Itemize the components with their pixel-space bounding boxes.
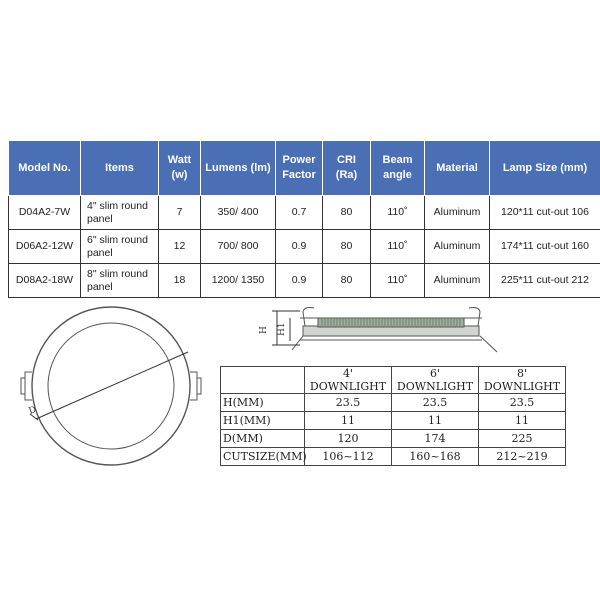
cell-cri: 80 bbox=[323, 264, 371, 298]
header-lumens: Lumens (lm) bbox=[201, 141, 276, 196]
dimension-header-row bbox=[221, 367, 566, 394]
cell-watt: 12 bbox=[159, 230, 201, 264]
height1-label: H1 bbox=[277, 322, 287, 336]
dim-cell: 174 bbox=[392, 430, 479, 448]
header-power-factor: Power Factor bbox=[276, 141, 323, 196]
table-row bbox=[221, 394, 566, 412]
cell-items: 4" slim round panel bbox=[81, 196, 159, 230]
header-items: Items bbox=[81, 141, 159, 196]
cell-items: 6" slim round panel bbox=[81, 230, 159, 264]
dim-row-label: CUTSIZE(MM) bbox=[221, 448, 305, 466]
table-row bbox=[221, 412, 566, 430]
dim-row-label: H1(MM) bbox=[221, 412, 305, 430]
dim-header-6in: 6' DOWNLIGHT bbox=[392, 367, 479, 394]
dim-cell: 23.5 bbox=[392, 394, 479, 412]
cell-beam-angle: 110˚ bbox=[371, 230, 425, 264]
right-clip bbox=[190, 372, 201, 400]
dim-cell: 212~219 bbox=[479, 448, 566, 466]
cell-watt: 18 bbox=[159, 264, 201, 298]
cell-power-factor: 0.9 bbox=[276, 264, 323, 298]
header-lamp-size: Lamp Size (mm) bbox=[490, 141, 600, 196]
dim-header-8in: 8' DOWNLIGHT bbox=[479, 367, 566, 394]
dim-header-blank bbox=[221, 367, 305, 394]
cell-watt: 7 bbox=[159, 196, 201, 230]
header-watt: Watt (w) bbox=[159, 141, 201, 196]
cell-lamp-size: 120*11 cut-out 106 bbox=[490, 196, 600, 230]
cell-lamp-size: 225*11 cut-out 212 bbox=[490, 264, 600, 298]
dimension-table bbox=[220, 366, 566, 466]
header-model: Model No. bbox=[9, 141, 81, 196]
dim-cell: 120 bbox=[305, 430, 392, 448]
top-view-drawing bbox=[21, 307, 201, 465]
dim-cell: 11 bbox=[392, 412, 479, 430]
dim-cell: 23.5 bbox=[305, 394, 392, 412]
cell-beam-angle: 110˚ bbox=[371, 264, 425, 298]
dim-cell: 225 bbox=[479, 430, 566, 448]
cell-beam-angle: 110˚ bbox=[371, 196, 425, 230]
dim-cell: 160~168 bbox=[392, 448, 479, 466]
cell-material: Aluminum bbox=[425, 230, 490, 264]
cell-power-factor: 0.7 bbox=[276, 196, 323, 230]
header-material: Material bbox=[425, 141, 490, 196]
dim-row-label: H(MM) bbox=[221, 394, 305, 412]
cell-lumens: 1200/ 1350 bbox=[201, 264, 276, 298]
cell-lamp-size: 174*11 cut-out 160 bbox=[490, 230, 600, 264]
cell-model: D08A2-18W bbox=[9, 264, 81, 298]
table-row bbox=[221, 430, 566, 448]
diameter-line bbox=[36, 352, 188, 419]
dim-row-label: D(MM) bbox=[221, 430, 305, 448]
cell-model: D06A2-12W bbox=[9, 230, 81, 264]
side-view-drawing bbox=[272, 308, 497, 353]
cell-lumens: 700/ 800 bbox=[201, 230, 276, 264]
cell-power-factor: 0.9 bbox=[276, 230, 323, 264]
left-clip bbox=[21, 372, 32, 400]
cell-cri: 80 bbox=[323, 196, 371, 230]
cell-items: 8" slim round panel bbox=[81, 264, 159, 298]
table-row bbox=[221, 448, 566, 466]
cell-lumens: 350/ 400 bbox=[201, 196, 276, 230]
cell-cri: 80 bbox=[323, 230, 371, 264]
cell-material: Aluminum bbox=[425, 196, 490, 230]
heatsink-fins bbox=[322, 318, 460, 326]
header-cri: CRI (Ra) bbox=[323, 141, 371, 196]
cell-material: Aluminum bbox=[425, 264, 490, 298]
dim-cell: 23.5 bbox=[479, 394, 566, 412]
height-label: H bbox=[259, 326, 269, 334]
dim-header-4in: 4' DOWNLIGHT bbox=[305, 367, 392, 394]
diameter-label: D bbox=[27, 404, 38, 417]
dim-cell: 11 bbox=[305, 412, 392, 430]
dim-cell: 106~112 bbox=[305, 448, 392, 466]
cell-model: D04A2-7W bbox=[9, 196, 81, 230]
dim-cell: 11 bbox=[479, 412, 566, 430]
header-beam-angle: Beam angle bbox=[371, 141, 425, 196]
